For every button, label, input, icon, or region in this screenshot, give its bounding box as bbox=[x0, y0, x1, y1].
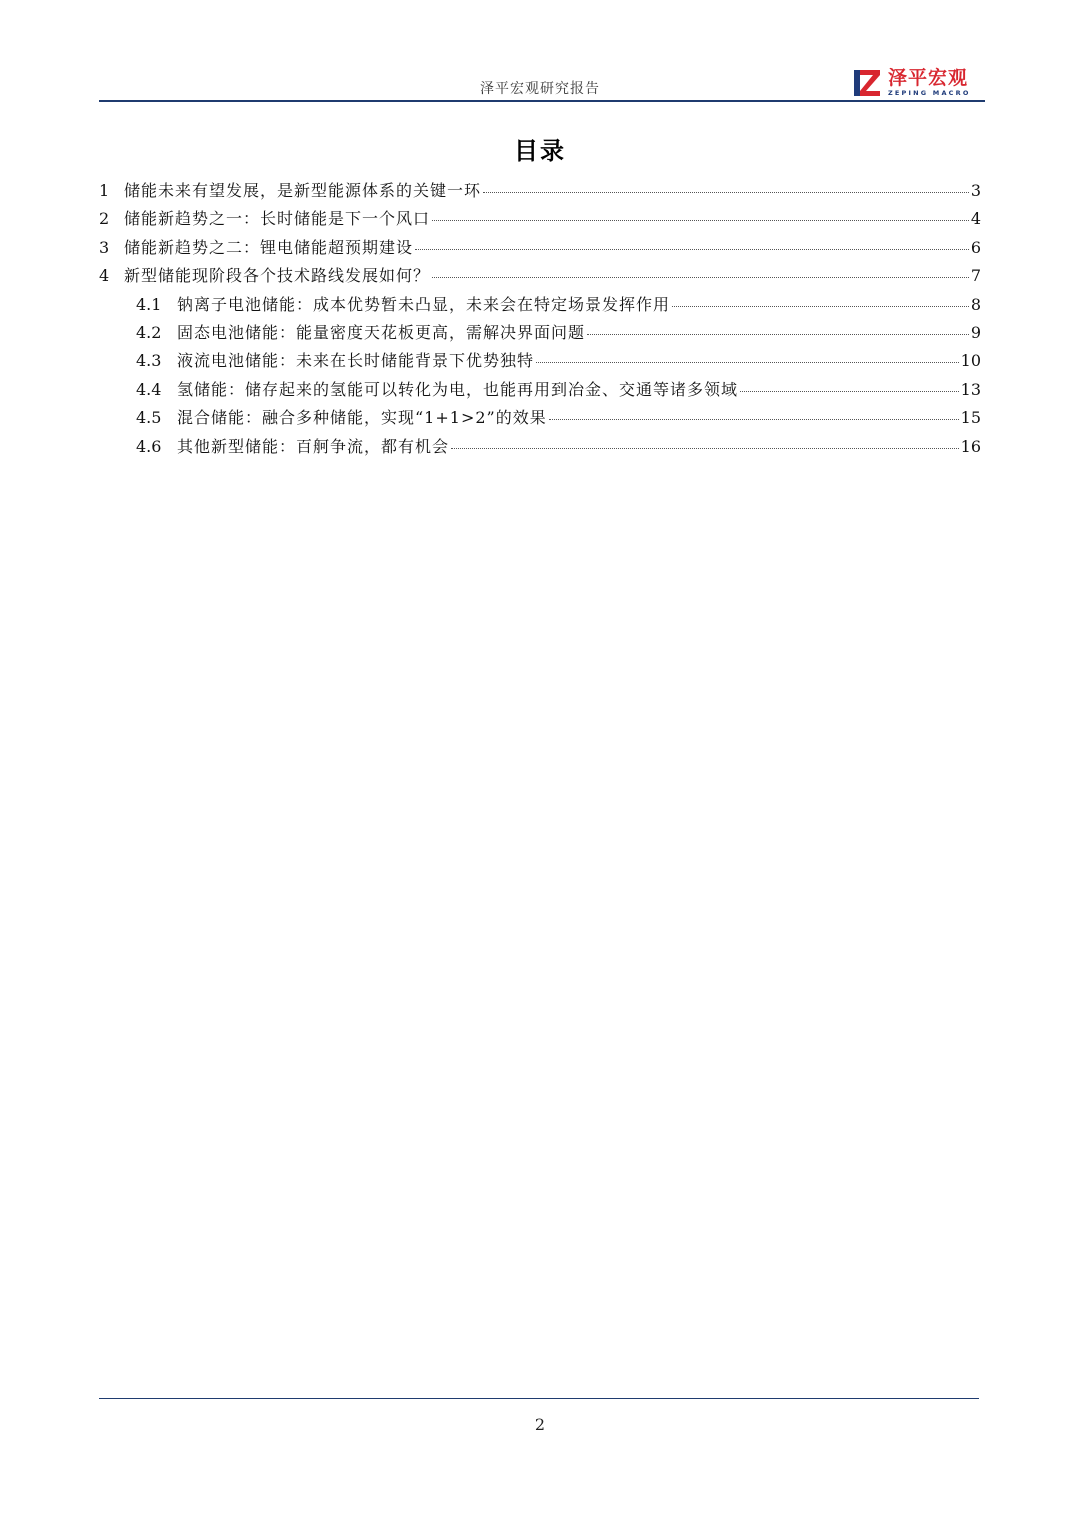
toc-leader-dots bbox=[432, 277, 969, 278]
toc-entry-number: 4.1 bbox=[136, 294, 162, 314]
toc-entry[interactable] bbox=[99, 235, 981, 263]
toc-entry-title[interactable]: 其他新型储能：百舸争流，都有机会 bbox=[177, 436, 450, 456]
toc-entry-page[interactable]: 8 bbox=[970, 294, 981, 314]
toc-leader-dots bbox=[536, 362, 959, 363]
toc-leader-dots bbox=[672, 306, 969, 307]
toc-entry[interactable] bbox=[99, 206, 981, 234]
toc-entry-number: 4.5 bbox=[136, 408, 162, 428]
toc-leader-dots bbox=[587, 334, 969, 335]
toc-entry-page[interactable]: 13 bbox=[960, 379, 981, 399]
header-divider bbox=[99, 100, 985, 102]
toc-entry-number: 4.4 bbox=[136, 379, 162, 399]
toc-heading: 目录 bbox=[514, 136, 566, 165]
toc-entry-title[interactable]: 储能新趋势之一：长时储能是下一个风口 bbox=[124, 209, 431, 229]
toc-entry-number: 4.2 bbox=[136, 322, 162, 342]
footer-divider bbox=[99, 1398, 979, 1399]
toc-subentry[interactable] bbox=[99, 377, 981, 405]
toc-entry-title[interactable]: 储能新趋势之二：锂电储能超预期建设 bbox=[124, 237, 414, 257]
zeping-logo-mark-icon bbox=[852, 68, 884, 98]
toc-subentry[interactable] bbox=[99, 292, 981, 320]
toc-subentry[interactable] bbox=[99, 320, 981, 348]
toc-leader-dots bbox=[415, 249, 969, 250]
toc-subentry[interactable] bbox=[99, 434, 981, 462]
toc-entry-number: 4.6 bbox=[136, 436, 162, 456]
report-header-title: 泽平宏观研究报告 bbox=[480, 81, 600, 97]
toc-entry-number: 4 bbox=[99, 266, 110, 286]
logo-name-en: ZEPING MACRO bbox=[888, 89, 971, 98]
toc-entry-title[interactable]: 混合储能：融合多种储能，实现“1+1>2”的效果 bbox=[177, 408, 547, 428]
page-number: 2 bbox=[534, 1415, 546, 1434]
toc-entry-number: 1 bbox=[99, 181, 110, 200]
toc-entry-page[interactable]: 15 bbox=[960, 408, 981, 428]
toc-subentry[interactable] bbox=[99, 405, 981, 433]
toc-leader-dots bbox=[432, 220, 969, 221]
toc-leader-dots bbox=[483, 192, 969, 193]
toc-entry-title[interactable]: 液流电池储能：未来在长时储能背景下优势独特 bbox=[177, 351, 535, 371]
toc-entry[interactable] bbox=[99, 178, 981, 206]
toc-entry-page[interactable]: 9 bbox=[970, 322, 981, 342]
table-of-contents bbox=[99, 178, 981, 462]
toc-entry-title[interactable]: 新型储能现阶段各个技术路线发展如何？ bbox=[124, 266, 431, 286]
toc-leader-dots bbox=[549, 419, 959, 420]
toc-leader-dots bbox=[451, 448, 959, 449]
toc-entry-number: 3 bbox=[99, 237, 110, 257]
toc-entry-title[interactable]: 钠离子电池储能：成本优势暂未凸显，未来会在特定场景发挥作用 bbox=[177, 294, 671, 314]
toc-entry-page[interactable]: 10 bbox=[960, 351, 981, 371]
toc-entry[interactable] bbox=[99, 263, 981, 291]
toc-entry-title[interactable]: 氢储能：储存起来的氢能可以转化为电，也能再用到冶金、交通等诸多领域 bbox=[177, 379, 739, 399]
logo-name-cn: 泽平宏观 bbox=[888, 67, 969, 90]
toc-entry-number: 2 bbox=[99, 209, 110, 229]
toc-entry-number: 4.3 bbox=[136, 351, 162, 371]
toc-entry-page[interactable]: 4 bbox=[970, 209, 981, 229]
toc-leader-dots bbox=[740, 391, 959, 392]
toc-entry-page[interactable]: 16 bbox=[960, 436, 981, 456]
toc-entry-page[interactable]: 6 bbox=[970, 237, 981, 257]
toc-subentry[interactable] bbox=[99, 348, 981, 376]
toc-entry-title[interactable]: 固态电池储能：能量密度天花板更高，需解决界面问题 bbox=[177, 322, 586, 342]
toc-entry-page[interactable]: 3 bbox=[970, 181, 981, 200]
toc-entry-page[interactable]: 7 bbox=[970, 266, 981, 286]
toc-entry-title[interactable]: 储能未来有望发展，是新型能源体系的关键一环 bbox=[124, 181, 482, 200]
zeping-macro-logo bbox=[852, 66, 971, 100]
